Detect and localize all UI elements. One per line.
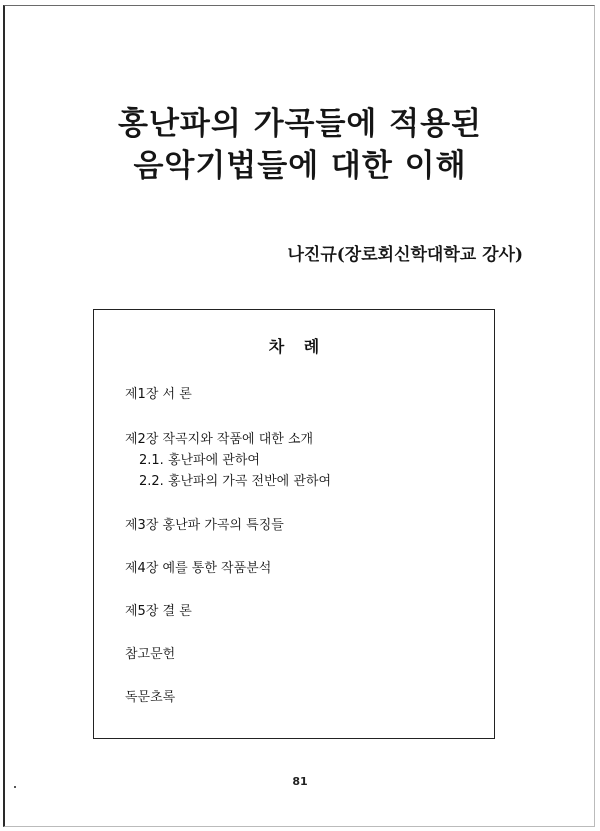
toc-heading: 차 례 bbox=[268, 337, 320, 356]
author-line: 나진규(장로회신학대학교 강사) bbox=[287, 245, 523, 265]
toc-item-chapter-4: 제4장 예를 통한 작품분석 bbox=[125, 561, 272, 576]
toc-item-chapter-2: 제2장 작곡지와 작품에 대한 소개 bbox=[125, 432, 314, 447]
toc-item-references: 참고문헌 bbox=[125, 647, 176, 662]
toc-item-section-2-1: 2.1. 홍난파에 관하여 bbox=[139, 453, 260, 468]
title-line-1: 홍난파의 가곡들에 적용된 bbox=[118, 106, 482, 142]
title-line-2: 음악기법들에 대한 이해 bbox=[133, 148, 467, 184]
table-of-contents bbox=[93, 309, 495, 739]
page-number: 81 bbox=[292, 775, 308, 788]
toc-item-chapter-3: 제3장 홍난파 가곡의 특징들 bbox=[125, 518, 284, 533]
toc-item-chapter-1: 제1장 서 론 bbox=[125, 387, 192, 402]
toc-item-section-2-2: 2.2. 홍난파의 가곡 전반에 관하여 bbox=[139, 474, 332, 489]
toc-item-chapter-5: 제5장 결 론 bbox=[125, 604, 192, 619]
toc-item-german-abstract: 독문초록 bbox=[125, 690, 176, 705]
